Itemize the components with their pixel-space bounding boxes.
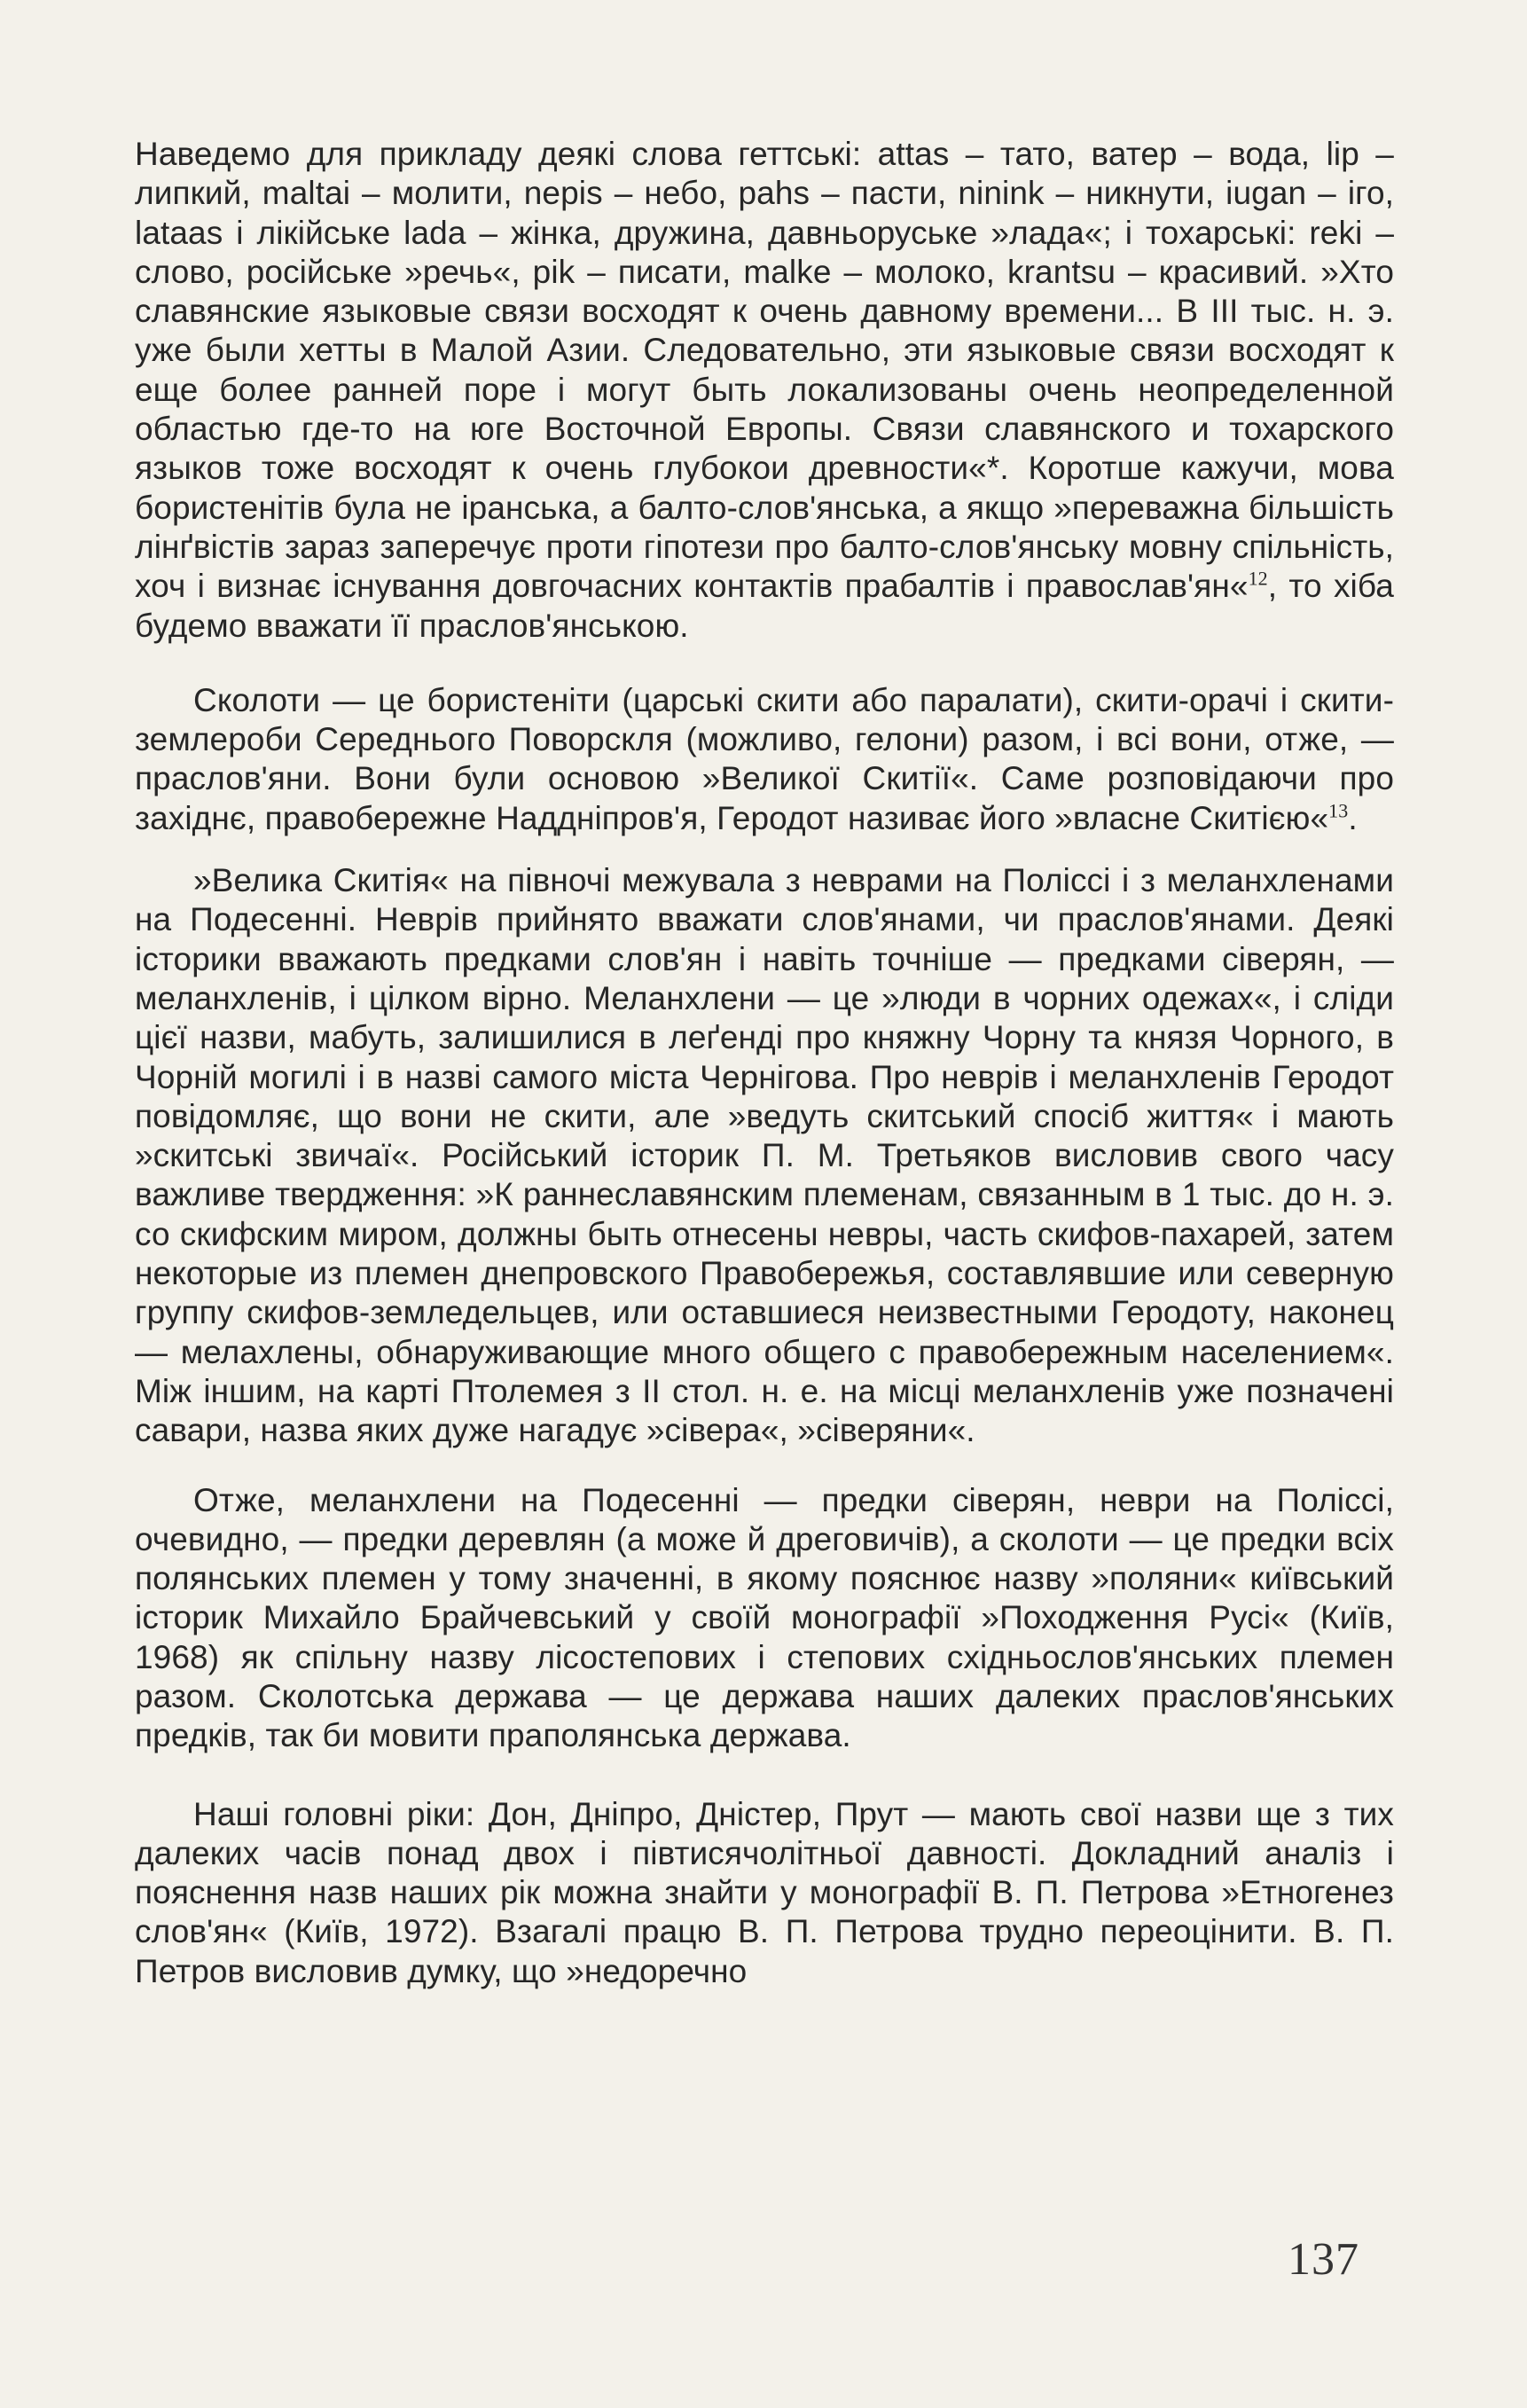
paragraph-4	[135, 1481, 1394, 1756]
paragraph-1	[135, 135, 1394, 646]
paragraph-2-tail: .	[1348, 799, 1358, 836]
page-number: 137	[1288, 2234, 1359, 2285]
footnote-ref-13[interactable]: 13	[1328, 799, 1349, 822]
paragraph-4-text: Отже, меланхлени на Подесенні — предки сіверян, неври на Поліссі, очевидно, — предки деревлян (а може й дреговичів), а сколоти — це предки всіх полянських племен у тому значенні, в якому пояснює назву »поляни« київський історик Михайло Брайчевський у своїй монографії »Походження Русі« (Київ, 1968) як спільну назву лісостепових і степових східньослов'янських племен разом. Сколотська держава — це держава наших далеких праслов'янських предків, так би мовити праполянська держава.	[135, 1481, 1394, 1754]
footnote-ref-12[interactable]: 12	[1248, 567, 1268, 590]
paragraph-2	[135, 681, 1394, 838]
paragraph-5	[135, 1795, 1394, 1991]
paragraph-5-text: Наші головні ріки: Дон, Дніпро, Дністер, Прут — мають свої назви ще з тих далеких часів понад двох і півтисячолітньої давності. Докладний аналіз і пояснення назв наших рік можна знайти у монографії В. П. Петрова »Етногенез слов'ян« (Київ, 1972). Взагалі працю В. П. Петрова трудно переоцінити. В. П. Петров висловив думку, що »недоречно	[135, 1795, 1394, 1989]
paragraph-3-text: »Велика Скитія« на півночі межувала з неврами на Поліссі і з меланхленами на Подесенні. Неврів прийнято вважати слов'янами, чи праслов'янами. Деякі історики вважають предками слов'ян і навіть точніше — предками сіверян, — меланхленів, і цілком вірно. Меланхлени — це »люди в чорних одежах«, і сліди цієї назви, мабуть, залишилися в леґенді про княжну Чорну та князя Чорного, в Чорній могилі і в назві самого міста Чернігова. Про неврів і меланхленів Геродот повідомляє, що вони не скити, але »ведуть скитський спосіб життя« і мають »скитські звичаї«. Російський історик П. М. Третьяков висловив свого часу важливе твердження: »К раннеславянским племенам, связанным в 1 тыс. до н. э. со скифским миром, должны быть отнесены невры, часть скифов-пахарей, затем некоторые из племен днепровского Правобережья, составлявшие или северную группу скифов-земледельцев, или оставшиеся неизвестными Геродоту, наконец — мелахлены, обнаруживающие много общего с правобережным населением«. Між іншим, на карті Птолемея з II стол. н. е. на місці меланхленів уже позначені савари, назва яких дуже нагадує »сівера«, »сіверяни«.	[135, 862, 1394, 1449]
paragraph-2-text: Сколоти — це бористеніти (царські скити або паралати), скити-орачі і скити-землероби Середнього Поворскля (можливо, гелони) разом, і всі вони, отже, — праслов'яни. Вони були основою »Великої Скитії«. Саме розповідаючи про західнє, правобережне Наддніпров'я, Геродот називає його »власне Скитією«	[135, 681, 1394, 836]
paragraph-3	[135, 861, 1394, 1450]
paragraph-1-tail: , то хіба будемо вважати її праслов'янською.	[135, 568, 1394, 644]
paragraph-1-text: Наведемо для прикладу деякі слова геттські: attas – тато, ватер – вода, lip – липкий, maltai – молити, nepis – небо, pahs – пасти, ninink – никнути, iugan – іго, lataas і лікійське lada – жінка, дружина, давньоруське »лада«; і тохарські: reki – слово, російське »речь«, pik – писати, malke – молоко, krantsu – красивий. »Хто славянские языковые связи восходят к очень давному времени... В III тыс. н. э. уже были хетты в Малой Азии. Следовательно, эти языковые связи восходят к еще более ранней поре і могут быть локализованы очень неопределенной областью где-то на юге Восточной Европы. Связи славянского и тохарского языков тоже восходят к очень глубокои древности«*. Коротше кажучи, мова бористенітів була не іранська, а балто-слов'янська, а якщо »переважна більшість лінґвістів зараз заперечує проти гіпотези про балто-слов'янську мовну спільність, хоч і визнає існування довгочасних контактів прабалтів і православ'ян«	[135, 136, 1394, 605]
page-body	[135, 135, 1394, 2027]
